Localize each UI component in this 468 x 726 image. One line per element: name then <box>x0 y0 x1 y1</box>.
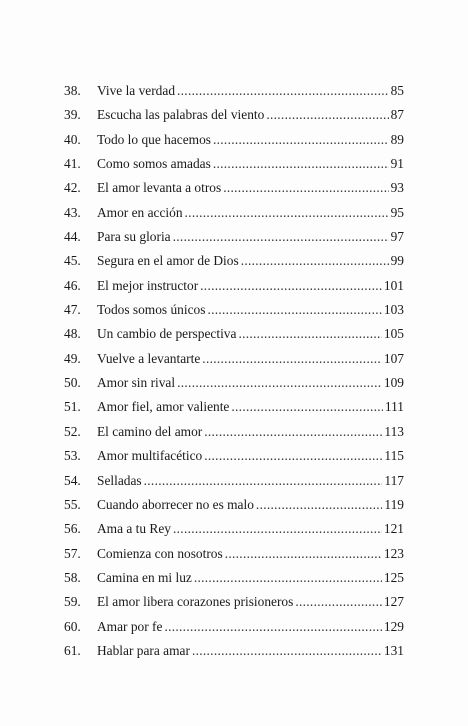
toc-entry-page: 125 <box>383 569 404 585</box>
toc-dot-leader <box>241 253 389 269</box>
toc-entry <box>64 351 404 375</box>
toc-entry <box>64 448 404 472</box>
toc-entry-number: 60. <box>64 618 81 634</box>
toc-entry <box>64 594 404 618</box>
toc-entry-title: Amor en acción <box>97 204 183 220</box>
toc-entry <box>64 132 404 156</box>
toc-entry <box>64 570 404 594</box>
toc-entry-number: 55. <box>64 496 81 512</box>
toc-entry-page: 89 <box>390 131 404 147</box>
table-of-contents <box>64 83 404 667</box>
toc-dot-leader <box>266 107 388 123</box>
toc-entry-page: 113 <box>384 423 404 439</box>
toc-dot-leader <box>164 619 381 635</box>
toc-entry <box>64 156 404 180</box>
toc-dot-leader <box>202 351 382 367</box>
toc-entry-title: Amor fiel, amor valiente <box>97 399 230 415</box>
toc-entry-title: Cuando aborrecer no es malo <box>97 496 254 512</box>
toc-entry-number: 38. <box>64 83 81 98</box>
toc-entry-title: Segura en el amor de Dios <box>97 253 239 269</box>
toc-entry-number: 44. <box>64 229 81 245</box>
toc-entry-number: 48. <box>64 326 81 342</box>
toc-entry <box>64 229 404 253</box>
toc-entry-page: 115 <box>384 448 404 464</box>
toc-entry-number: 40. <box>64 131 81 147</box>
toc-entry-number: 52. <box>64 423 81 439</box>
toc-entry-page: 105 <box>383 326 404 342</box>
toc-entry-page: 101 <box>383 277 404 293</box>
toc-entry <box>64 205 404 229</box>
toc-entry <box>64 399 404 423</box>
toc-entry-page: 129 <box>383 618 404 634</box>
toc-entry-page: 131 <box>383 642 404 658</box>
toc-entry-number: 42. <box>64 180 81 196</box>
toc-entry-number: 41. <box>64 156 81 172</box>
toc-entry-page: 87 <box>390 107 404 123</box>
toc-entry-title: Todo lo que hacemos <box>97 131 211 147</box>
toc-dot-leader <box>192 643 382 659</box>
toc-entry <box>64 375 404 399</box>
toc-entry-number: 46. <box>64 277 81 293</box>
toc-entry-number: 51. <box>64 399 81 415</box>
toc-dot-leader <box>213 156 389 172</box>
toc-entry-number: 61. <box>64 642 81 658</box>
toc-dot-leader <box>231 399 383 415</box>
toc-dot-leader <box>177 83 389 99</box>
toc-entry <box>64 326 404 350</box>
toc-entry-title: Amor sin rival <box>97 375 176 391</box>
toc-entry-number: 43. <box>64 204 81 220</box>
toc-entry-page: 103 <box>383 302 404 318</box>
toc-entry-number: 58. <box>64 569 81 585</box>
toc-entry-title: El amor levanta a otros <box>97 180 222 196</box>
toc-entry-page: 107 <box>383 350 404 366</box>
toc-entry-page: 121 <box>383 521 404 537</box>
toc-entry-page: 85 <box>390 83 404 98</box>
toc-entry <box>64 180 404 204</box>
toc-dot-leader <box>256 497 382 513</box>
toc-entry-number: 39. <box>64 107 81 123</box>
toc-entry-title: Amor multifacético <box>97 448 203 464</box>
toc-dot-leader <box>204 424 382 440</box>
toc-dot-leader <box>177 375 382 391</box>
toc-entry-number: 47. <box>64 302 81 318</box>
toc-entry-title: El amor libera corazones prisioneros <box>97 594 294 610</box>
toc-dot-leader <box>238 326 381 342</box>
toc-entry-page: 123 <box>383 545 404 561</box>
toc-entry-number: 50. <box>64 375 81 391</box>
toc-entry-page: 91 <box>390 156 404 172</box>
toc-dot-leader <box>225 546 382 562</box>
toc-entry-number: 59. <box>64 594 81 610</box>
toc-entry-number: 45. <box>64 253 81 269</box>
toc-entry <box>64 83 404 107</box>
toc-entry-title: Vive la verdad <box>97 83 176 98</box>
toc-entry <box>64 278 404 302</box>
toc-entry-number: 56. <box>64 521 81 537</box>
toc-dot-leader <box>213 132 389 148</box>
toc-entry-title: Como somos amadas <box>97 156 211 172</box>
toc-entry-title: El camino del amor <box>97 423 203 439</box>
toc-entry <box>64 107 404 131</box>
toc-dot-leader <box>295 594 382 610</box>
toc-entry <box>64 643 404 667</box>
toc-entry-title: Un cambio de perspectiva <box>97 326 237 342</box>
toc-entry-title: Escucha las palabras del viento <box>97 107 265 123</box>
toc-dot-leader <box>194 570 382 586</box>
toc-entry-title: Ama a tu Rey <box>97 521 172 537</box>
toc-entry-title: Camina en mi luz <box>97 569 192 585</box>
toc-entry-page: 99 <box>390 253 404 269</box>
toc-entry-page: 109 <box>383 375 404 391</box>
toc-entry-number: 53. <box>64 448 81 464</box>
toc-entry-title: Amar por fe <box>97 618 163 634</box>
toc-dot-leader <box>204 448 382 464</box>
toc-dot-leader <box>144 473 383 489</box>
toc-entry <box>64 546 404 570</box>
toc-entry <box>64 302 404 326</box>
toc-entry <box>64 521 404 545</box>
toc-entry-title: Comienza con nosotros <box>97 545 223 561</box>
toc-entry-page: 97 <box>390 229 404 245</box>
toc-dot-leader <box>173 521 382 537</box>
toc-dot-leader <box>200 278 382 294</box>
toc-entry-page: 111 <box>384 399 404 415</box>
toc-dot-leader <box>173 229 389 245</box>
toc-entry-page: 117 <box>384 472 404 488</box>
toc-entry-title: Selladas <box>97 472 142 488</box>
toc-dot-leader <box>223 180 388 196</box>
toc-entry-page: 95 <box>390 204 404 220</box>
toc-dot-leader <box>185 205 389 221</box>
toc-entry <box>64 424 404 448</box>
toc-entry-number: 57. <box>64 545 81 561</box>
toc-entry-page: 119 <box>384 496 404 512</box>
toc-entry-number: 49. <box>64 350 81 366</box>
toc-entry-title: El mejor instructor <box>97 277 199 293</box>
toc-entry-page: 93 <box>390 180 404 196</box>
toc-entry-number: 54. <box>64 472 81 488</box>
toc-entry-title: Vuelve a levantarte <box>97 350 201 366</box>
toc-entry <box>64 253 404 277</box>
toc-entry-page: 127 <box>383 594 404 610</box>
toc-entry-title: Hablar para amar <box>97 642 190 658</box>
toc-entry-title: Para su gloria <box>97 229 171 245</box>
toc-entry-title: Todos somos únicos <box>97 302 206 318</box>
toc-dot-leader <box>207 302 381 318</box>
toc-entry <box>64 619 404 643</box>
toc-entry <box>64 497 404 521</box>
toc-entry <box>64 473 404 497</box>
